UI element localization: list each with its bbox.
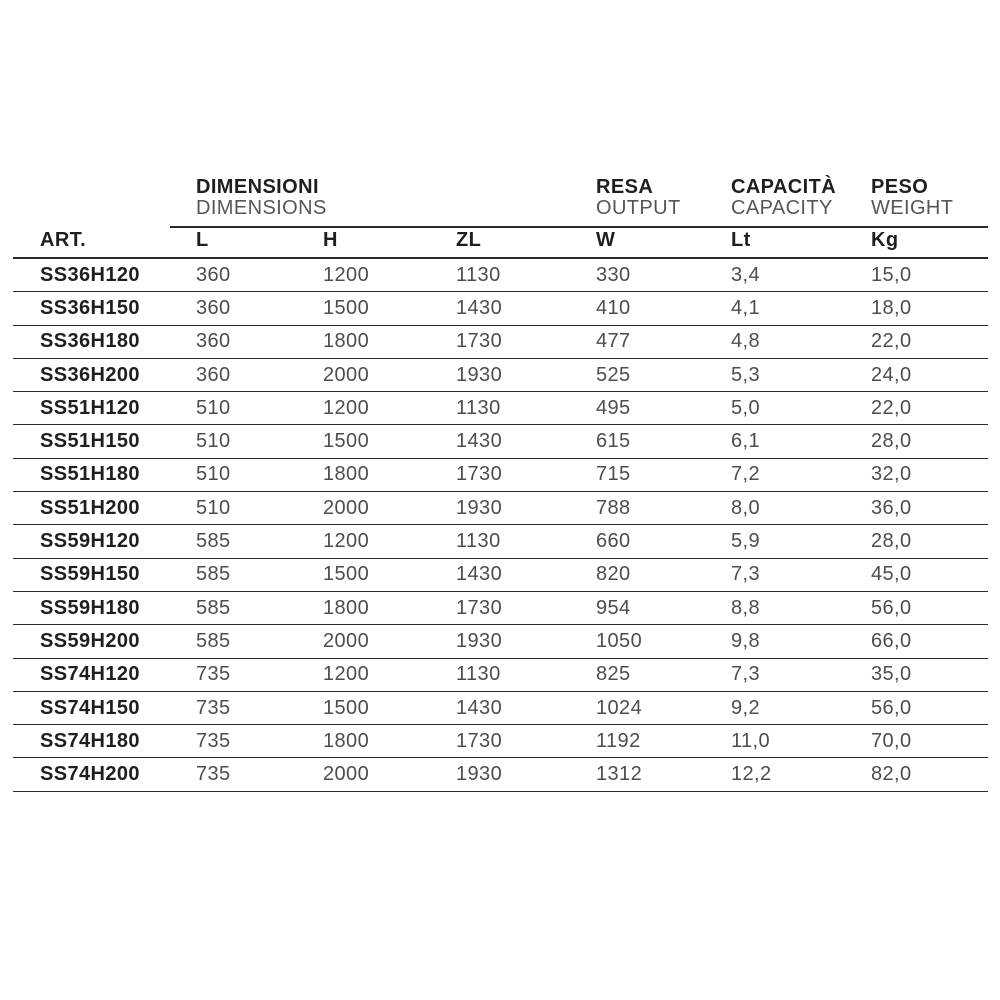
cell-art: SS36H180: [40, 330, 140, 353]
cell-l: 585: [196, 596, 231, 619]
table-row: [13, 459, 988, 492]
cell-art: SS74H150: [40, 696, 140, 719]
table-row: [13, 758, 988, 791]
cell-zl: 1430: [456, 430, 503, 453]
cell-w: 1192: [596, 729, 641, 752]
cell-h: 2000: [323, 763, 370, 786]
cell-w: 820: [596, 563, 631, 586]
cell-lt: 7,3: [731, 563, 761, 586]
group-output: [583, 177, 718, 219]
column-header-h: H: [323, 229, 338, 251]
cell-h: 1500: [323, 563, 370, 586]
cell-zl: 1730: [456, 596, 503, 619]
column-header-kg: Kg: [871, 229, 899, 251]
cell-zl: 1130: [456, 663, 501, 686]
cell-art: SS59H180: [40, 596, 140, 619]
cell-kg: 24,0: [871, 363, 912, 386]
cell-w: 1050: [596, 629, 643, 652]
cell-zl: 1130: [456, 530, 501, 553]
cell-h: 1500: [323, 296, 370, 319]
cell-l: 510: [196, 430, 231, 453]
cell-art: SS51H200: [40, 496, 140, 519]
cell-kg: 66,0: [871, 629, 912, 652]
cell-l: 360: [196, 330, 231, 353]
cell-w: 660: [596, 530, 631, 553]
table-row: [13, 359, 988, 392]
cell-w: 825: [596, 663, 631, 686]
table-row: [13, 659, 988, 692]
cell-kg: 15,0: [871, 263, 912, 286]
cell-lt: 12,2: [731, 763, 772, 786]
table-row: [13, 525, 988, 558]
cell-l: 360: [196, 296, 231, 319]
cell-w: 330: [596, 263, 631, 286]
cell-art: SS36H200: [40, 363, 140, 386]
cell-kg: 22,0: [871, 396, 912, 419]
cell-lt: 8,0: [731, 496, 761, 519]
cell-w: 788: [596, 496, 631, 519]
cell-kg: 18,0: [871, 296, 912, 319]
cell-lt: 4,1: [731, 296, 761, 319]
cell-kg: 22,0: [871, 330, 912, 353]
cell-lt: 8,8: [731, 596, 761, 619]
cell-lt: 5,0: [731, 396, 761, 419]
cell-art: SS36H120: [40, 263, 140, 286]
cell-kg: 45,0: [871, 563, 912, 586]
cell-art: SS59H150: [40, 563, 140, 586]
cell-zl: 1930: [456, 629, 503, 652]
cell-l: 585: [196, 563, 231, 586]
cell-kg: 36,0: [871, 496, 912, 519]
cell-art: SS51H120: [40, 396, 140, 419]
table-row: [13, 625, 988, 658]
cell-w: 477: [596, 330, 631, 353]
column-group-header-row: [13, 177, 988, 226]
cell-l: 585: [196, 629, 231, 652]
column-header-row: [13, 228, 988, 259]
cell-kg: 35,0: [871, 663, 912, 686]
cell-l: 510: [196, 396, 231, 419]
cell-h: 1500: [323, 696, 370, 719]
cell-l: 360: [196, 263, 231, 286]
cell-w: 495: [596, 396, 631, 419]
cell-l: 735: [196, 763, 231, 786]
cell-h: 1200: [323, 530, 370, 553]
cell-h: 1800: [323, 463, 370, 486]
cell-zl: 1930: [456, 363, 503, 386]
group-dimensions: [183, 176, 327, 219]
table-row: [13, 692, 988, 725]
cell-art: SS74H180: [40, 729, 140, 752]
cell-zl: 1930: [456, 496, 503, 519]
table-row: [13, 326, 988, 359]
cell-art: SS59H200: [40, 629, 140, 652]
cell-zl: 1730: [456, 330, 503, 353]
cell-h: 2000: [323, 629, 370, 652]
table-row: [13, 392, 988, 425]
group-label-it: PESO: [871, 176, 929, 198]
cell-l: 735: [196, 663, 231, 686]
cell-h: 1200: [323, 396, 370, 419]
cell-kg: 56,0: [871, 696, 912, 719]
cell-zl: 1430: [456, 563, 503, 586]
cell-kg: 28,0: [871, 430, 912, 453]
cell-h: 1800: [323, 596, 370, 619]
cell-zl: 1130: [456, 396, 501, 419]
cell-h: 2000: [323, 363, 370, 386]
cell-l: 735: [196, 696, 231, 719]
column-header-zl: ZL: [456, 229, 482, 251]
cell-kg: 82,0: [871, 763, 912, 786]
cell-zl: 1730: [456, 463, 503, 486]
cell-art: SS51H150: [40, 430, 140, 453]
cell-l: 585: [196, 530, 231, 553]
cell-w: 615: [596, 430, 631, 453]
cell-art: SS59H120: [40, 530, 140, 553]
table-row: [13, 592, 988, 625]
table-row: [13, 492, 988, 525]
cell-h: 1200: [323, 663, 370, 686]
cell-lt: 5,3: [731, 363, 761, 386]
cell-h: 1500: [323, 430, 370, 453]
cell-kg: 32,0: [871, 463, 912, 486]
group-label-en: OUTPUT: [596, 197, 681, 219]
column-header-lt: Lt: [731, 229, 751, 251]
table-row: [13, 725, 988, 758]
group-label-it: RESA: [596, 176, 654, 198]
cell-w: 410: [596, 296, 631, 319]
cell-zl: 1730: [456, 729, 503, 752]
column-header-w: W: [596, 229, 616, 251]
cell-lt: 5,9: [731, 530, 761, 553]
cell-lt: 3,4: [731, 263, 761, 286]
cell-h: 1200: [323, 263, 370, 286]
table-row: [13, 259, 988, 292]
cell-w: 1024: [596, 696, 643, 719]
table-body: [13, 259, 988, 792]
table-row: [13, 559, 988, 592]
cell-w: 1312: [596, 763, 643, 786]
group-weight: [858, 177, 988, 219]
cell-h: 1800: [323, 330, 370, 353]
cell-l: 510: [196, 496, 231, 519]
column-header-art: ART.: [40, 229, 87, 251]
cell-zl: 1930: [456, 763, 503, 786]
cell-w: 954: [596, 596, 631, 619]
cell-l: 510: [196, 463, 231, 486]
group-label-en: WEIGHT: [871, 197, 954, 219]
cell-lt: 7,2: [731, 463, 761, 486]
cell-art: SS36H150: [40, 296, 140, 319]
cell-kg: 70,0: [871, 729, 912, 752]
table-row: [13, 292, 988, 325]
cell-art: SS74H200: [40, 763, 140, 786]
group-label-en: CAPACITY: [731, 197, 833, 219]
cell-lt: 7,3: [731, 663, 761, 686]
group-capacity: [718, 177, 858, 219]
group-label-en: DIMENSIONS: [196, 197, 327, 219]
cell-h: 1800: [323, 729, 370, 752]
cell-zl: 1430: [456, 296, 503, 319]
cell-w: 525: [596, 363, 631, 386]
cell-lt: 6,1: [731, 430, 761, 453]
cell-art: SS51H180: [40, 463, 140, 486]
cell-kg: 28,0: [871, 530, 912, 553]
cell-lt: 4,8: [731, 330, 761, 353]
group-label-it: DIMENSIONI: [196, 176, 319, 198]
cell-l: 360: [196, 363, 231, 386]
cell-w: 715: [596, 463, 631, 486]
cell-zl: 1130: [456, 263, 501, 286]
cell-l: 735: [196, 729, 231, 752]
spec-table: [13, 177, 988, 792]
cell-art: SS74H120: [40, 663, 140, 686]
cell-kg: 56,0: [871, 596, 912, 619]
cell-zl: 1430: [456, 696, 503, 719]
column-header-l: L: [196, 229, 209, 251]
cell-lt: 11,0: [731, 729, 771, 752]
group-label-it: CAPACITÀ: [731, 176, 837, 198]
cell-lt: 9,2: [731, 696, 761, 719]
cell-lt: 9,8: [731, 629, 761, 652]
table-row: [13, 425, 988, 458]
cell-h: 2000: [323, 496, 370, 519]
